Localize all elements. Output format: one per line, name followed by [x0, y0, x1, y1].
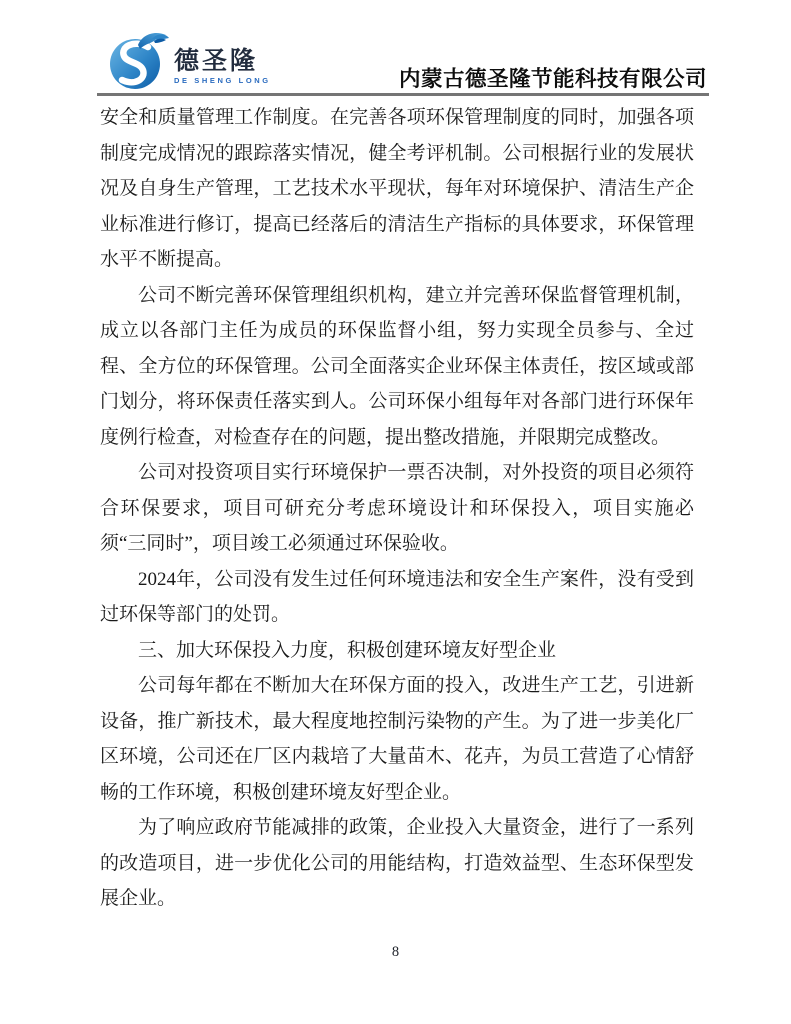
header-divider — [97, 93, 709, 96]
logo-text — [174, 48, 271, 85]
document-body — [100, 100, 694, 917]
paragraph: 2024年，公司没有发生过任何环境违法和安全生产案件，没有受到过环保等部门的处罚。 — [100, 568, 694, 625]
paragraph: 公司不断完善环保管理组织机构，建立并完善环保监督管理机制，成立以各部门主任为成员的环保监督小组，努力实现全员参与、全过程、全方位的环保管理。公司全面落实企业环保主体责任，按区域或部门划分，将环保责任落实到人。公司环保小组每年对各部门进行环保年度例行检查，对检查存在的问题，提出整改措施，并限期完成整改。 — [100, 284, 694, 448]
dragon-s-circle-icon — [108, 31, 170, 91]
paragraph: 公司对投资项目实行环境保护一票否决制，对外投资的项目必须符合环保要求，项目可研充分考虑环境设计和环保投入，项目实施必须“三同时”，项目竣工必须通过环保验收。 — [100, 462, 694, 554]
section-heading: 三、加大环保投入力度，积极创建环境友好型企业 — [138, 639, 557, 661]
paragraph: 安全和质量管理工作制度。在完善各项环保管理制度的同时，加强各项制度完成情况的跟踪落实情况，健全考评机制。公司根据行业的发展状况及自身生产管理，工艺技术水平现状，每年对环境保护、清洁生产企业标准进行修订，提高已经落后的清洁生产指标的具体要求，环保管理水平不断提高。 — [100, 107, 694, 270]
logo-name-english: DE SHENG LONG — [174, 75, 271, 85]
company-name-header: 内蒙古德圣隆节能科技有限公司 — [398, 67, 707, 91]
page-footer — [0, 944, 791, 961]
company-logo — [108, 31, 271, 91]
page-number: 8 — [391, 944, 400, 960]
paragraph: 公司每年都在不断加大在环保方面的投入，改进生产工艺，引进新设备，推广新技术，最大程度地控制污染物的产生。为了进一步美化厂区环境，公司还在厂区内栽培了大量苗木、花卉，为员工营造了心情舒畅的工作环境，积极创建环境友好型企业。 — [100, 675, 694, 803]
logo-name-chinese: 德圣隆 — [174, 46, 259, 75]
paragraph: 为了响应政府节能减排的政策，企业投入大量资金，进行了一系列的改造项目，进一步优化公司的用能结构，打造效益型、生态环保型发展企业。 — [100, 817, 694, 909]
